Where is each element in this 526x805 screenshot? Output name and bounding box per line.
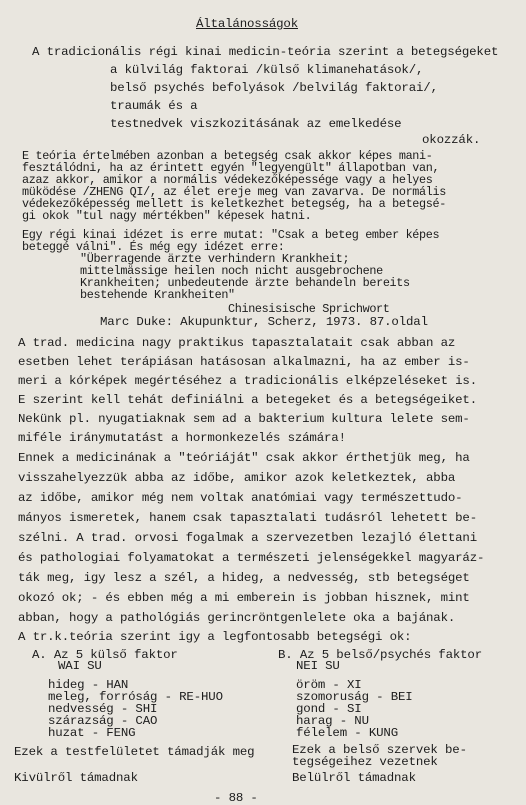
factor-b-item: szomoruság - BEI [296, 690, 413, 704]
factor-b-note: Ezek a belső szervek be- [292, 743, 467, 757]
factor-a-note: Kivülről támadnak [14, 771, 138, 785]
factor-a-item: nedvesség - SHI [48, 702, 158, 716]
factor-b-item: öröm - XI [296, 678, 362, 692]
factor-b-item: félelem - KUNG [296, 726, 398, 740]
factor-a-item: hideg - HAN [48, 678, 129, 692]
para-line: abban, hogy a pathológiás gerincröntgenlelete oka a bajának. [18, 611, 456, 625]
factor-b-note: Belülről támadnak [292, 771, 416, 785]
factor-b-sub: NEI SU [296, 659, 340, 673]
intro-line: a külvilág faktorai /külső klimanehatások/, [110, 63, 424, 77]
para-line: Ennek a medicinának a "teóriáját" csak akkor érthetjük meg, ha [18, 451, 470, 465]
factor-a-item: meleg, forróság - RE-HUO [48, 690, 223, 704]
para-line: müködése /ZHENG QI/, az élet ereje meg van zavarva. De normális [22, 185, 446, 199]
factor-b-note: tegségeihez vezetnek [292, 755, 438, 769]
quote-line: Krankheiten; unbedeutende ärzte behandeln bereits [80, 276, 410, 290]
intro-line: traumák és a [110, 99, 198, 113]
para-line: E teória értelmében azonban a betegség csak akkor képes mani- [22, 149, 433, 163]
para-line: A trad. medicina nagy praktikus tapasztalatait csak abban az [18, 336, 456, 350]
factor-a-item: huzat - FENG [48, 726, 136, 740]
para-line: A tr.k.teória szerint igy a legfontosabb betegségi ok: [18, 630, 412, 644]
intro-line: belső psychés befolyások /belvilág faktorai/, [110, 81, 438, 95]
para-line: szélni. A trad. orvosi fogalmak a szervezetben lezajló élettani [18, 531, 477, 545]
para-line: fesztálódni, ha az érintett egyén "legyengült" állapotban van, [22, 161, 440, 175]
para-line: mányos ismeretek, hanem csak tapasztalati tudásról lehetett be- [18, 511, 477, 525]
para-line: ták meg, igy lesz a szél, a hideg, a nedvesség, stb betegséget [18, 571, 470, 585]
factor-b-item: gond - SI [296, 702, 362, 716]
factor-a-heading: A. Az 5 külső faktor [32, 648, 178, 662]
para-line: miféle iránymutatást a hormonkezelés számára! [18, 431, 346, 445]
para-line: visszahelyezzük abba az időbe, amikor azok keletkeztek, abba [18, 471, 456, 485]
intro-line: testnedvek viszkozitásának az emelkedése [110, 117, 402, 131]
para-line: esetben lehet terápiásan hatásosan alkalmazni, ha az ember is- [18, 355, 470, 369]
para-line: E szerint kell tehát definiálni a betegeket és a betegségeiket. [18, 393, 477, 407]
quote-line: Egy régi kinai idézet is erre mutat: "Csak a beteg ember képes [22, 228, 440, 242]
quote-source: Chinesisische Sprichwort [228, 302, 390, 316]
para-line: az időbe, amikor még nem voltak anatómiai vagy természettudo- [18, 491, 463, 505]
factor-b-item: harag - NU [296, 714, 369, 728]
para-line: és pathologiai folyamatokat a természeti jelenségekkel magyaráz- [18, 551, 485, 565]
quote-line: bestehende Krankheiten" [80, 288, 235, 302]
factor-b-heading: B. Az 5 belső/psychés faktor [278, 648, 482, 662]
page-number: - 88 - [214, 791, 258, 805]
para-line: meri a kórképek megértéséhez a tradicionális elképzeléseket is. [18, 374, 477, 388]
quote-citation: Marc Duke: Akupunktur, Scherz, 1973. 87.oldal [100, 315, 428, 329]
para-line: Nekünk pl. nyugatiaknak sem ad a bakterium kultura lelete sem- [18, 412, 470, 426]
intro-line: A tradicionális régi kinai medicin-teória szerint a betegségeket [32, 45, 499, 59]
para-line: védekezőképesség mellett is keletkezhet betegség, ha a betegsé- [22, 197, 446, 211]
quote-line: mittelmässige heilen noch nicht ausgebrochene [80, 264, 383, 278]
para-line: okozó ok; - és ebben még a mi emberein is jobban hisznek, mint [18, 591, 470, 605]
quote-line: "Überragende ärzte verhindern Krankheit; [80, 252, 350, 266]
intro-line: okozzák. [422, 133, 481, 147]
factor-a-note: Ezek a testfelületet támadják meg [14, 745, 255, 759]
para-line: azaz akkor, amikor a normális védekezőképessége vagy a helyes [22, 173, 433, 187]
page-title: Általánosságok [196, 17, 298, 31]
factor-a-item: szárazság - CAO [48, 714, 158, 728]
quote-line: beteggé válni". És még egy idézet erre: [22, 240, 285, 254]
factor-a-sub: WAI SU [58, 659, 102, 673]
para-line: gi okok "tul nagy mértékben" képesek hatni. [22, 209, 312, 223]
